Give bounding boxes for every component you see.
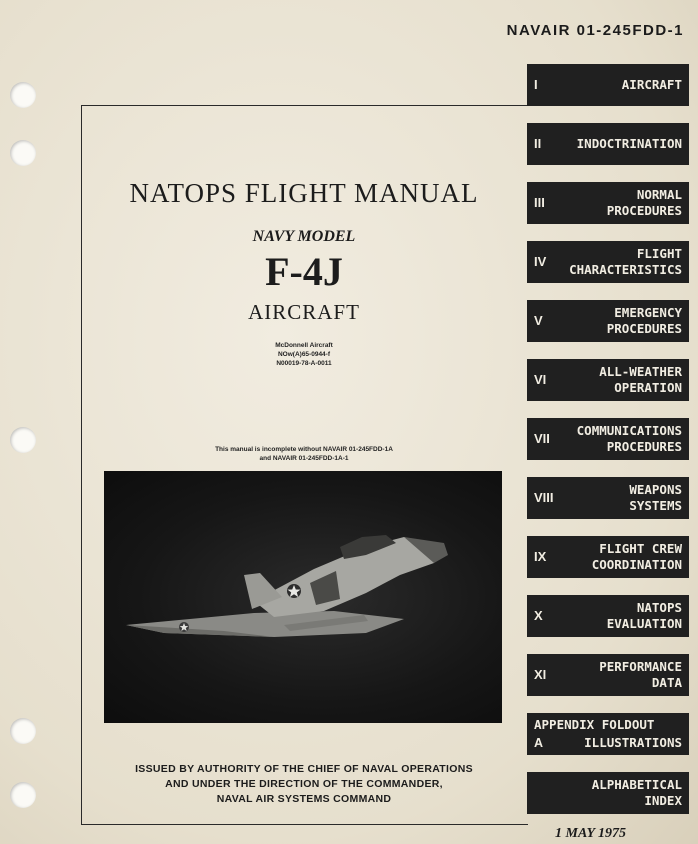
binder-hole xyxy=(10,140,36,166)
tab-number: VII xyxy=(534,431,550,446)
document-number: NAVAIR 01-245FDD-1 xyxy=(506,22,684,39)
aircraft-model: F-4J xyxy=(265,249,343,294)
tab-number: VIII xyxy=(534,490,554,505)
tab-performance-data[interactable] xyxy=(527,654,689,696)
contract-number: N00019-78-A-0011 xyxy=(276,360,332,367)
tab-number: II xyxy=(534,136,542,151)
tab-label: PERFORMANCE DATA xyxy=(599,659,682,690)
tab-number: V xyxy=(534,313,543,328)
notice-line: This manual is incomplete without NAVAIR 01-245FDD-1A xyxy=(215,446,393,453)
tab-communications-procedures[interactable] xyxy=(527,418,689,460)
f4-jet-illustration xyxy=(104,471,502,723)
tab-weapons-systems[interactable] xyxy=(527,477,689,519)
incomplete-notice xyxy=(81,445,527,463)
tab-label: ALL-WEATHER OPERATION xyxy=(599,364,682,395)
tab-all-weather-operation[interactable] xyxy=(527,359,689,401)
tab-natops-evaluation[interactable] xyxy=(527,595,689,637)
tab-label: FLIGHT CREW COORDINATION xyxy=(591,541,682,572)
tab-label: APPENDIX FOLDOUT xyxy=(534,717,655,732)
tab-flight-crew-coordination[interactable] xyxy=(527,536,689,578)
contract-number: NOw(A)65-0944-f xyxy=(277,351,330,358)
issue-date: 1 MAY 1975 xyxy=(555,826,627,841)
tab-label: ILLUSTRATIONS xyxy=(584,735,682,750)
tab-flight-characteristics[interactable] xyxy=(527,241,689,283)
tab-aircraft[interactable] xyxy=(527,64,689,106)
contractor-name: McDonnell Aircraft xyxy=(275,342,333,349)
aircraft-photo xyxy=(104,471,502,723)
contract-info xyxy=(81,341,527,368)
tab-number: VI xyxy=(534,372,547,387)
binder-hole xyxy=(10,427,36,453)
authority-line: AND UNDER THE DIRECTION OF THE COMMANDER, xyxy=(165,778,443,790)
tab-number: III xyxy=(534,195,545,210)
tab-label: NORMAL PROCEDURES xyxy=(606,187,682,218)
tab-label: FLIGHT CHARACTERISTICS xyxy=(569,246,682,277)
tab-label: COMMUNICATIONS PROCEDURES xyxy=(576,423,682,454)
tab-label: EMERGENCY PROCEDURES xyxy=(606,305,682,336)
tab-label: INDOCTRINATION xyxy=(576,136,682,151)
tab-number: IX xyxy=(534,549,547,564)
tab-indoctrination[interactable] xyxy=(527,123,689,165)
binder-hole xyxy=(10,782,36,808)
issuing-authority xyxy=(81,762,527,807)
manual-title: NATOPS FLIGHT MANUAL xyxy=(129,178,479,208)
tab-number: X xyxy=(534,608,543,623)
binder-hole xyxy=(10,82,36,108)
tab-label: WEAPONS SYSTEMS xyxy=(629,482,682,513)
tab-normal-procedures[interactable] xyxy=(527,182,689,224)
authority-line: NAVAL AIR SYSTEMS COMMAND xyxy=(216,793,392,805)
authority-line: ISSUED BY AUTHORITY OF THE CHIEF OF NAVAL OPERATIONS xyxy=(135,763,473,775)
notice-line: and NAVAIR 01-245FDD-1A-1 xyxy=(259,455,349,462)
binder-hole xyxy=(10,718,36,744)
tab-number: IV xyxy=(534,254,547,269)
tab-alphabetical-index[interactable] xyxy=(527,772,689,814)
tab-number: XI xyxy=(534,667,547,682)
tab-label: NATOPS EVALUATION xyxy=(606,600,682,631)
aircraft-label: AIRCRAFT xyxy=(248,300,360,324)
tab-emergency-procedures[interactable] xyxy=(527,300,689,342)
tab-label: ALPHABETICAL INDEX xyxy=(591,777,682,808)
tab-number: A xyxy=(534,736,544,750)
navy-model-label: NAVY MODEL xyxy=(252,228,356,245)
tab-label: AIRCRAFT xyxy=(621,77,682,92)
tab-appendix-foldout-illustrations[interactable] xyxy=(527,713,689,755)
tab-number: I xyxy=(534,77,538,92)
